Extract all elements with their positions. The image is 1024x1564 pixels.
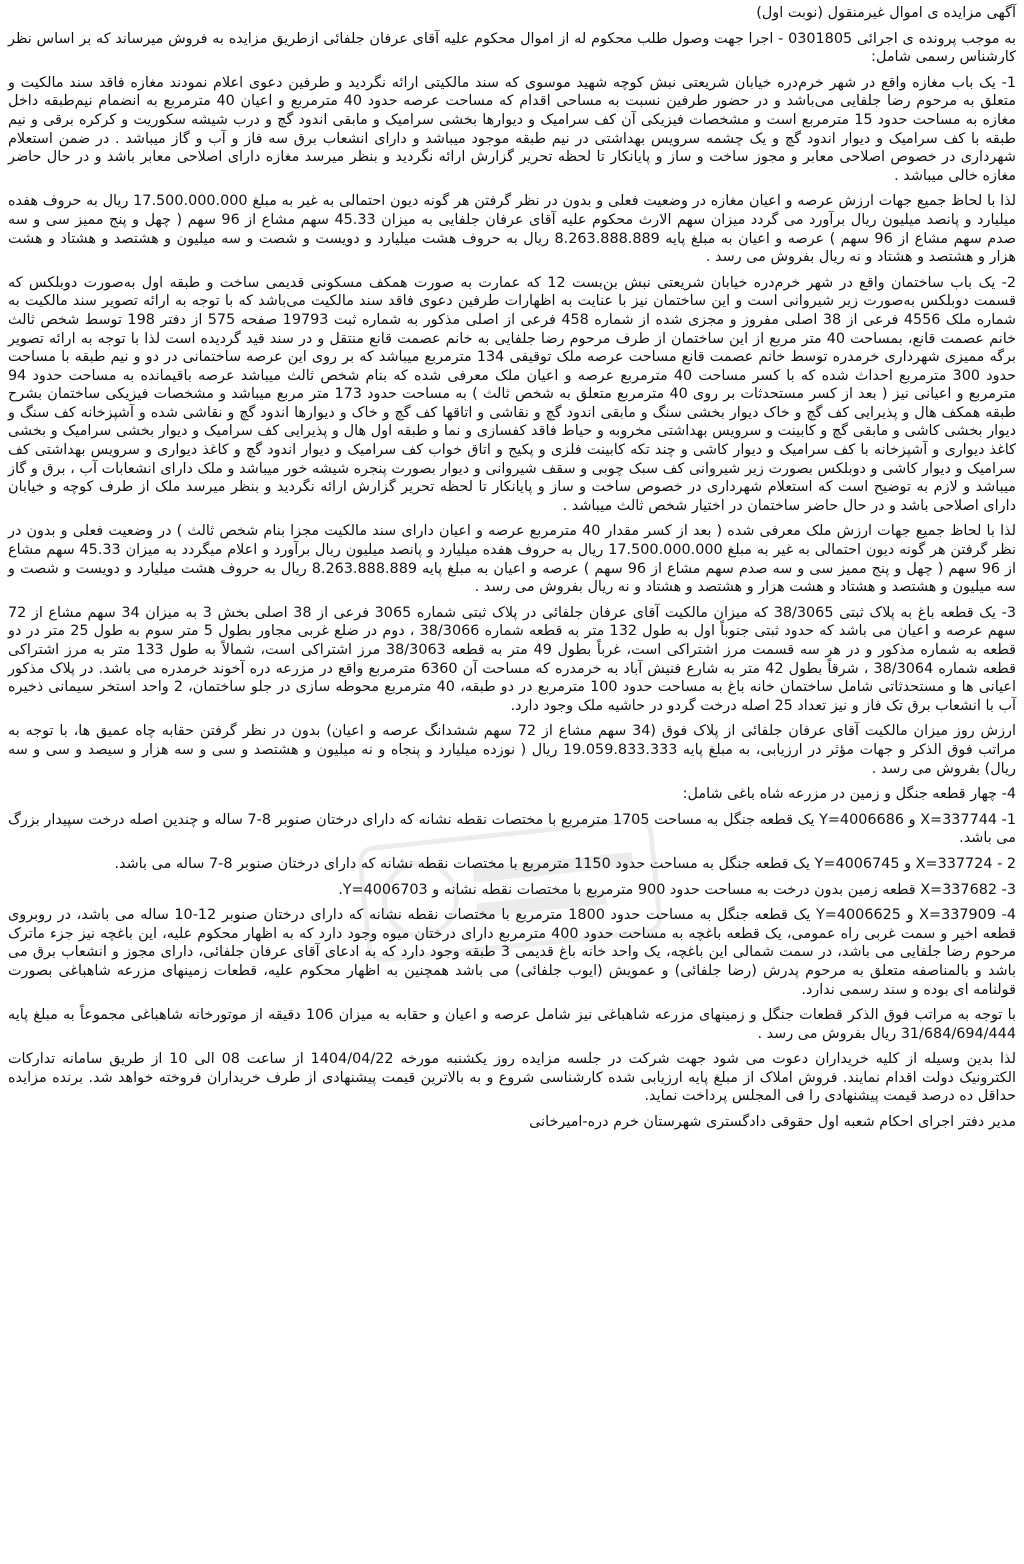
item-4-parcel-4: 4- X=337909 و Y=4006625 یک قطعه جنگل به مساحت حدود 1800 مترمربع با مختصات نقطه نشانه که دارای درختان صنوبر 12-10 ساله می باشد، در روبروی قطعه اخیر و سمت غربی راه عمومی، یک قطعه باغچه به مساحت حدود 400 مترمربع دارای درختان میوه وجود دارد که به اظهار محکوم علیه، این باغچه نیز جزء ماترک مرحوم رضا جلفایی می باشد، در سمت شمالی این باغچه، یک واحد خانه باغ قدیمی 3 طبقه وجود دارد که به ادعای آقای عرفان جلفائی، دارای مجوز و انشعاب برق می باشد و بالمناصفه متعلق به مرحوم پدرش (رضا جلفائی) و عمویش (ایوب جلفائی) می باشد همچنین به اظهار محکوم علیه، قطعات زمینهای مزرعه شاهباغی بصورت قولنامه ای بوده و سند رسمی ندارد.	[8, 907, 1017, 998]
item-2-building-description: 2- یک باب ساختمان واقع در شهر خرم‌دره خیابان شریعتی نبش بن‌بست 12 که عمارت به صورت همکف مسکونی قدیمی ساخت و طبقه اول به‌صورت دوبلکس که قسمت دوبلکس به‌صورت زیر شیروانی است و این ساختمان نیز با عنایت به اظهارات طرفین دعوی فاقد سند مالکیت می‌باشد که با توجه به ارائه تصویر سند مالکیت به شماره ملک 4556 فرعی از 38 اصلی مفروز و مجزی شده از شماره 458 فرعی از اصلی مذکور به شماره ثبت 19793 صفحه 575 از دفتر 198 توسط شخص ثالث خانم عصمت قانع، بمساحت 40 متر مربع از این ساختمان از طرف مرحوم رضا جلفایی به خانم عصمت قانع منتقل و در سند قید گردیده است لذا با توجه به ارائه تصویر برگه ممیزی شهرداری خرمدره توسط خانم عصمت قانع مساحت عرصه ملک توقیفی 134 مترمربع میباشد که بر روی این عرصه ساختمانی در دو و نیم طبقه با مساحت حدود 300 مترمربع احداث شده که با کسر مساحت 40 مترمربع عرصه و اعیان ملک معرفی شده که بنام شخص ثالث میباشد عرصه باقیمانده به مساحت حدود 94 مترمربع و اعیانی نیز ( بعد از کسر مستحدثات بر روی 40 مترمربع متعلق به شخص ثالث ) به مساحت حدود 173 متر مربع میباشد و مشخصات فیزیکی ساختمان بشرح طبقه همکف هال و پذیرایی کف گچ و خاک دیوار بخشی سنگ و مابقی اندود گچ و نقاشی و اتاقها کف گچ و خاک و دیوارها اندود گچ و نقاشی شده و آشپزخانه کف سنگ و دیوار بخشی کاشی و مابقی گچ و کابینت و سرویس بهداشتی مخروبه و حیاط فاقد کفسازی و نما و طبقه اول هال و پذیرایی کف سرامیک و دیوار بخشی سرامیک و بخشی کاغذ دیواری و آشپزخانه با کف سرامیک و دیوار کاشی و چند تکه کابینت فلزی و پکیج و اتاق خواب کف سرامیک و دیوار اندود گچ و کاغذ دیواری و سرویس بهداشتی کف سرامیک و دیوار کاشی و دوبلکس بصورت زیر شیروانی کف سبک چوبی و سقف شیروانی و دیوار بصورت پنجره شیشه خور میباشد و ملک دارای انشعابات آب ، برق و گاز میباشد و لازم به توضیح است که استعلام شهرداری در خصوص ساخت و ساز و پایانکار تا لحظه تحریر گزارش ارائه نگردید و بنظر میرسد ملک از طرف کوچه و خیابان دارای اصلاحی باشد و در حال حاضر ساختمان در اختیار شخص ثالث میباشد .	[8, 274, 1017, 514]
item-4-parcel-1: 1- X=337744 و Y=4006686 یک قطعه جنگل به مساحت 1705 مترمربع با مختصات نقطه نشانه که دارای درختان صنوبر 8-7 ساله و چندین اصله درخت سپیدار بزرگ می باشد.	[8, 811, 1016, 847]
item-4-parcel-3: 3- X=337682 قطعه زمین بدون درخت به مساحت حدود 900 مترمربع با مختصات نقطه نشانه و Y=4006703.	[338, 881, 1016, 898]
item-2-building-valuation: لذا با لحاظ جمیع جهات ارزش ملک معرفی شده ( بعد از کسر مقدار 40 مترمربع عرصه و اعیان دارای سند مالکیت مجزا بنام شخص ثالث ) در وضعیت فعلی و بدون در نظر گرفتن هر گونه دیون احتمالی به غیر به مبلغ 17.500.000.000 ریال به حروف هفده میلیارد و پانصد میلیون ریال برآورد و اعلام میگردد به میزان 45.33 سهم مشاع از 96 سهم ( چهل و پنج ممیز سی و سه صدم سهم مشاع از 96 سهم ) عرصه و اعیان به مبلغ پایه 8.263.888.889 ریال به حروف هشت میلیارد و دویست و شصت و سه میلیون و هشتصد و هشتاد و هشت هزار و هشتصد و هشتاد و نه ریال بفروش می رسد .	[8, 523, 1017, 596]
item-4-valuation: با توجه به مراتب فوق الذکر قطعات جنگل و زمینهای مزرعه شاهباغی نیز شامل عرصه و اعیان و حقابه به میزان 106 دقیقه از موتورخانه شاهباغی مجموعاً به مبلغ پایه 31/684/694/444 ریال بفروش می رسد .	[8, 1007, 1016, 1042]
auction-notice	[8, 4, 1016, 1139]
notice-title: آگهی مزایده ی اموال غیرمنقول (نوبت اول)	[756, 5, 1016, 21]
item-1-shop-valuation: لذا با لحاظ جمیع جهات ارزش عرصه و اعیان مغازه در وضعیت فعلی و بدون در نظر گرفتن هر گونه دیون احتمالی به غیر به مبلغ 17.500.000.000 ریال به حروف هفده میلیارد و پانصد میلیون ریال برآورد می گردد میزان سهم الارث محکوم علیه آقای عرفان جلفایی به میزان 45.33 سهم مشاع از 96 سهم ( چهل و پنج ممیز سی و سه صدم سهم مشاع از 96 سهم ) عرصه و اعیان به مبلغ پایه 8.263.888.889 ریال به حروف هشت میلیارد و دویست و شصت و سه میلیون و هشتصد و هشتاد و هشت هزار و هشتصد و هشتاد و نه ریال بفروش می رسد .	[8, 193, 1017, 266]
intro-paragraph: به موجب پرونده ی اجرائی 0301805 - اجرا جهت وصول طلب محکوم له از اموال محکوم علیه آقای عرفان جلفائی ازطریق مزایده به فروش میرساند که بر اساس نظر کارشناس رسمی شامل:	[8, 30, 1016, 66]
item-4-parcel-2: 2 - X=337724 و Y=4006745 یک قطعه جنگل به مساحت حدود 1150 مترمربع با مختصات نقطه نشانه که دارای درختان صنوبر 8-7 ساله می باشد.	[114, 855, 1016, 872]
item-3-garden-valuation: ارزش روز میزان مالکیت آقای عرفان جلفائی از پلاک فوق (34 سهم مشاع از 72 سهم ششدانگ عرصه و اعیان) بدون در نظر گرفتن حقابه چاه عمیق ها، با توجه به مراتب فوق الذکر و جهات مؤثر در ارزیابی، به مبلغ پایه 19.059.833.333 ریال ( نوزده میلیارد و پنجاه و نه میلیون و هشتصد و سی و سه هزار و سیصد و سی و سه ریال) بفروش می رسد .	[8, 723, 1016, 777]
item-4-heading: 4- چهار قطعه جنگل و زمین در مزرعه شاه باغی شامل:	[682, 786, 1016, 803]
item-1-shop-description: 1- یک باب مغازه واقع در شهر خرم‌دره خیابان شریعتی نبش کوچه شهید موسوی که سند مالکیتی ارائه نگردید و طرفین دعوی اعلام نمودند مغازه فاقد سند مالکیت و متعلق به مرحوم رضا جلفایی می‌باشد و در حضور طرفین نسبت به مساحی اقدام که مساحت عرصه حدود 40 مترمربع و اعیان 40 مترمربع به انضمام نیم‌طبقه داخل مغازه به مساحت حدود 15 مترمربع است و مشخصات فیزیکی آن کف سرامیک و دیوارها بخشی سرامیک و مابقی اندود گچ و درب شیشه سکوریت و کرکره برقی و نیم طبقه با کف سرامیک و دیوار اندود گچ و یک چشمه سرویس بهداشتی در نیم طبقه موجود میباشد و دارای انشعاب برق سه فاز و آب و گاز میباشد . در ضمن استعلام شهرداری در خصوص اصلاحی معابر و مجوز ساخت و ساز و پایانکار تا لحظه تحریر گزارش ارائه نگردید و بنظر میرسد مغازه دارای اصلاحی معابر باشد و در حال حاضر مغازه خالی میباشد .	[8, 74, 1017, 184]
item-3-garden-description: 3- یک قطعه باغ به پلاک ثبتی 38/3065 که میزان مالکیت آقای عرفان جلفائی در پلاک ثبتی شماره 3065 فرعی از 38 اصلی بخش 3 به میزان 34 سهم مشاع از 72 سهم عرصه و اعیان می باشد که حدود ثبتی جنوباً اول به طول 132 متر به قطعه شماره 38/3066 ، دوم در ضلع غربی مجاور بطول 5 متر سوم به طول 25 متر در دو قطعه به شماره مذکور و در هر سه قسمت مرز اشتراکی است، غرباً بطول 49 متر به قطعه 38/3063 مرز اشتراکی است، شمالاً به طول 133 متر به مرز اشتراکی قطعه شماره 38/3064 ، شرقاً بطول 42 متر به شارع فنیش آباد به خرمدره که مساحت آن 6360 مترمربع واقع در مزرعه دره آخوند خرمدره می باشد. در پلاک مذکور اعیانی ها و مستحدثاتی شامل ساختمان خانه باغ به مساحت حدود 100 مترمربع در دو طبقه، 40 مترمربع محوطه سازی در جلو ساختمان، 2 واحد استخر سیمانی ذخیره آب با انشعاب برق تک فاز و نیز تعداد 25 اصله درخت گردو در حاشیه ملک وجود دارد.	[8, 604, 1017, 714]
auction-session-info: لذا بدین وسیله از کلیه خریداران دعوت می شود جهت شرکت در جلسه مزایده روز یکشنبه مورخه 1404/04/22 از ساعت 08 الی 10 از طریق سامانه تدارکات الکترونیک دولت اقدام نمایند. فروش املاک از مبلغ پایه ارزیابی شده کارشناسی شروع و به بالاترین قیمت پیشنهادی از طرف خریداران فروخته خواهد شد. برنده مزایده حداقل ده درصد قیمت پیشنهادی را فی المجلس پرداخت نماید.	[8, 1051, 1016, 1105]
signature-line: مدیر دفتر اجرای احکام شعبه اول حقوقی دادگستری شهرستان خرم دره-امیرخانی	[529, 1114, 1016, 1131]
